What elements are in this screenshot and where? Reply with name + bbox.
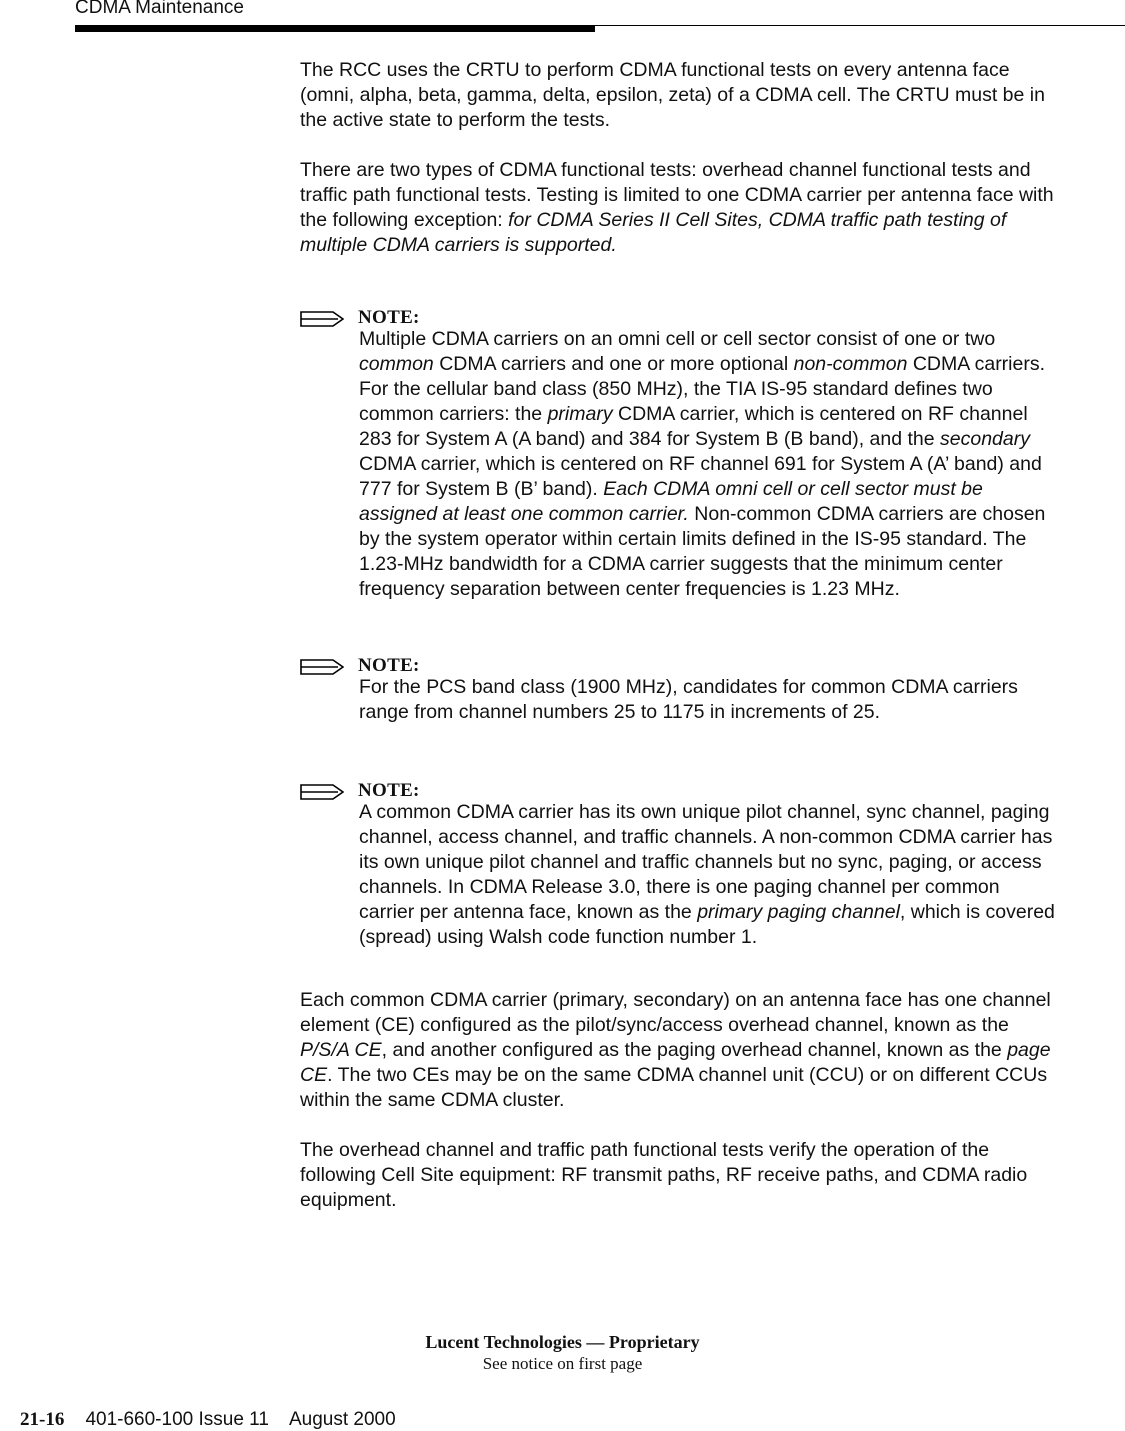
- doc-id: 401-660-100 Issue 11: [85, 1409, 269, 1430]
- note-1-text: CDMA carrier, which is centered on RF channel 691 for System A (A’ band) and 777 for System B (B’ band).: [359, 453, 1042, 500]
- footer-spacer: [269, 1409, 289, 1430]
- note-1-emphasis: secondary: [940, 428, 1030, 450]
- note-arrow-icon: [300, 659, 344, 675]
- note-1-text: CDMA carrier, which is centered on RF channel 283 for System A (A band) and 384 for System B (B band), and the: [359, 403, 1028, 450]
- footer-spacer: [64, 1409, 85, 1430]
- note-1-emphasis: non-common: [793, 353, 908, 375]
- note-1-emphasis: common: [359, 353, 434, 375]
- note-3-body: [359, 800, 1060, 950]
- paragraph-3-emphasis: P/S/A CE: [300, 1039, 382, 1061]
- note-3-text: A common CDMA carrier has its own unique pilot channel, sync channel, paging channel, access channel, and traffic channels. A non-common CDMA carrier has its own unique pilot channel and traffic channels but no sync, paging, or access channels. In CDMA Release 3.0, there is one paging channel per common carrier per antenna face, known as the: [359, 801, 1053, 923]
- note-arrow-icon: [300, 784, 344, 800]
- main-content: [300, 58, 1060, 1213]
- note-1-text: Non-common CDMA carriers are chosen by the system operator within certain limits defined in the IS-95 standard. The 1.23-MHz bandwidth for a CDMA carrier suggests that the minimum center frequency separation between center frequencies is 1.23 MHz.: [359, 503, 1046, 600]
- note-1-head: [300, 305, 1060, 327]
- paragraph-3-text: , and another configured as the paging overhead channel, known as the: [381, 1039, 1008, 1061]
- paragraph-3-text: Each common CDMA carrier (primary, secondary) on an antenna face has one channel element (CE) configured as the pilot/sync/access overhead channel, known as the: [300, 989, 1051, 1036]
- paragraph-3-text: . The two CEs may be on the same CDMA channel unit (CCU) or on different CCUs within the same CDMA cluster.: [300, 1064, 1048, 1111]
- paragraph-3-emphasis: page CE: [300, 1039, 1051, 1086]
- note-3-emphasis: primary paging channel: [697, 901, 900, 923]
- page-number: 21-16: [20, 1409, 65, 1430]
- note-2: [300, 653, 1060, 725]
- paragraph-4: The overhead channel and traffic path functional tests verify the operation of the following Cell Site equipment: RF transmit paths, RF receive paths, and CDMA radio equipment.: [300, 1139, 1028, 1211]
- note-arrow-icon: [300, 311, 344, 327]
- note-label: NOTE:: [358, 780, 420, 801]
- note-2-head: [300, 653, 1060, 675]
- note-1-text: CDMA carriers and one or more optional: [433, 353, 794, 375]
- note-label: NOTE:: [358, 655, 420, 676]
- issue-date: August 2000: [288, 1409, 396, 1430]
- note-1-emphasis: primary: [547, 403, 613, 425]
- footer-proprietary: [0, 1331, 1125, 1374]
- footer-page-info: [20, 1409, 396, 1431]
- footer-company: Lucent Technologies — Proprietary: [425, 1332, 700, 1352]
- note-3-text: , which is covered (spread) using Walsh code function number 1.: [359, 901, 1055, 948]
- section-title: CDMA Maintenance: [75, 0, 244, 18]
- intro-2-text: There are two types of CDMA functional tests: overhead channel functional tests and traffic path functional tests. Testing is limited to one CDMA carrier per antenna face with the following exception:: [300, 159, 1054, 231]
- note-1-text: Multiple CDMA carriers on an omni cell or cell sector consist of one or two: [359, 328, 996, 350]
- header-rule-thick: [75, 25, 595, 32]
- note-label: NOTE:: [358, 307, 420, 328]
- note-3-head: [300, 778, 1060, 800]
- note-1-body: [359, 327, 1060, 602]
- intro-paragraph-2: [300, 158, 1060, 258]
- note-3: [300, 778, 1060, 950]
- intro-2-emphasis: for CDMA Series II Cell Sites, CDMA traffic path testing of multiple CDMA carriers is supported.: [300, 209, 1007, 256]
- note-1: [300, 305, 1060, 602]
- intro-paragraph-1: The RCC uses the CRTU to perform CDMA functional tests on every antenna face (omni, alpha, beta, gamma, delta, epsilon, zeta) of a CDMA cell. The CRTU must be in the active state to perform the tests.: [300, 59, 1045, 131]
- note-1-text: CDMA carriers. For the cellular band class (850 MHz), the TIA IS-95 standard defines two common carriers: the: [359, 353, 1046, 425]
- note-2-body: For the PCS band class (1900 MHz), candidates for common CDMA carriers range from channel numbers 25 to 1175 in increments of 25.: [359, 676, 1018, 723]
- footer-notice: See notice on first page: [482, 1354, 643, 1373]
- note-1-emphasis: Each CDMA omni cell or cell sector must be assigned at least one common carrier.: [359, 478, 983, 525]
- paragraph-3: [300, 988, 1060, 1113]
